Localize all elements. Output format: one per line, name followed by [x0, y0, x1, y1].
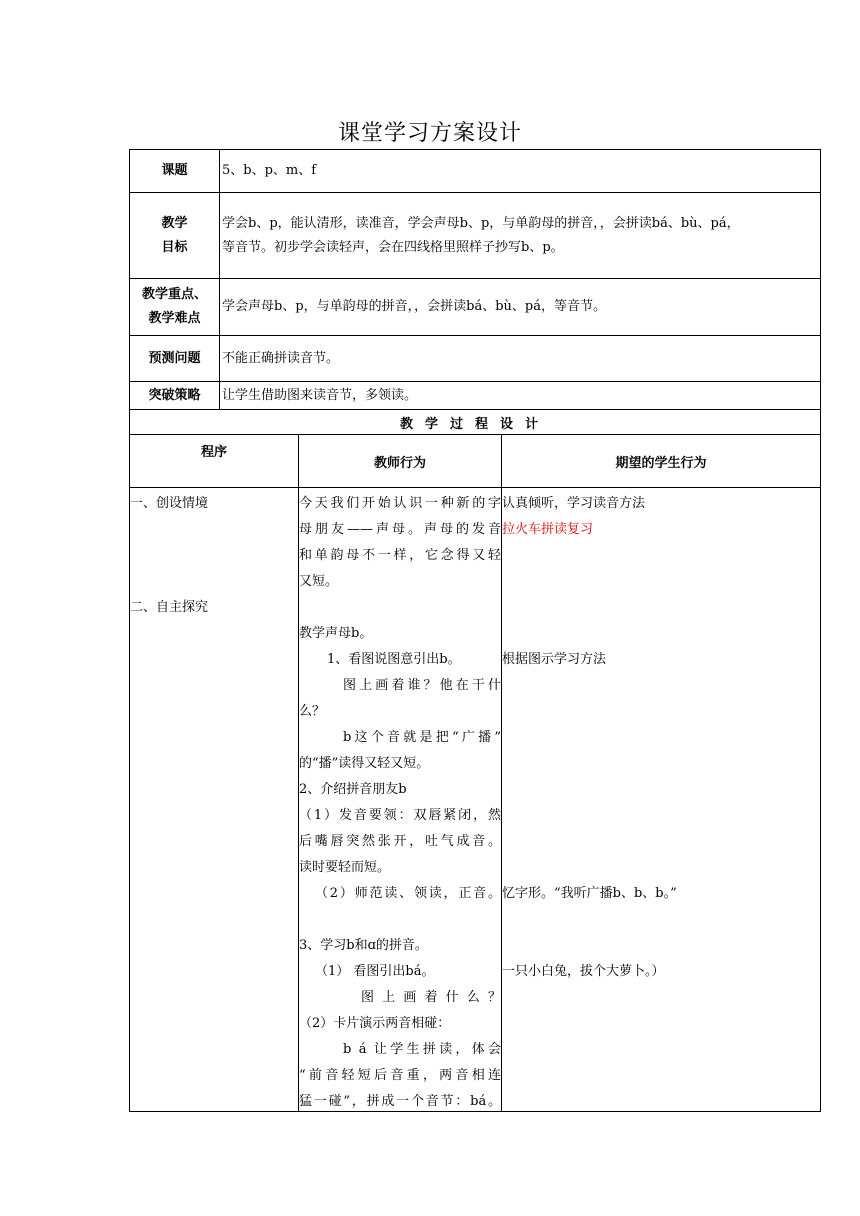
teacher-cell: [299, 488, 502, 1112]
teacher-line: 读时要轻而短。: [299, 860, 391, 875]
key-points-label-line-1: 教学重点、: [141, 287, 207, 302]
header-sequence: 程序: [130, 435, 299, 488]
page-title: 课堂学习方案设计: [337, 121, 522, 146]
teacher-line: （2）卡片演示两音相碰：: [299, 1016, 451, 1031]
teacher-line: b á 让学生拼读，体会: [343, 1042, 501, 1057]
lesson-plan-table: [129, 149, 821, 1112]
teacher-line: 图上画着谁？他在干什: [343, 678, 501, 693]
teacher-line: 2、介绍拼音朋友b: [299, 782, 407, 797]
goal-line-1: 学会b、p，能认清形，读准音，学会声母b、p，与单韵母的拼音，，会拼读bá、bù、pá，: [222, 215, 740, 231]
row-predict: [130, 336, 821, 382]
teacher-line: 1、看图说图意引出b。: [327, 652, 461, 667]
student-line: 忆字形。“我听广播b、b、b。”: [502, 886, 677, 901]
goal-line-2: 等音节。初步学会读轻声，会在四线格里照样子抄写b、p。: [222, 239, 564, 255]
sequence-step-1: 一、创设情境: [130, 496, 209, 511]
key-points-label: [130, 279, 220, 336]
teacher-line: 又短。: [299, 574, 339, 589]
goal-value: [220, 193, 821, 279]
teacher-line: 母朋友——声母。声母的发音: [299, 522, 501, 537]
teacher-line: 后嘴唇突然张开，吐气成音。: [299, 834, 501, 849]
student-cell: [502, 488, 821, 1112]
row-banner: [130, 410, 821, 435]
teacher-line: 和单韵母不一样，它念得又轻: [299, 548, 501, 563]
teacher-line: b这个音就是把“广播”: [343, 730, 501, 745]
row-key-points: [130, 279, 821, 336]
row-strategy: [130, 382, 821, 410]
strategy-label: 突破策略: [130, 382, 220, 410]
key-points-label-line-2: 教学难点: [148, 311, 201, 326]
student-line: 一只小白兔，拔个大萝卜。）: [502, 964, 665, 979]
student-line: 根据图示学习方法: [502, 652, 607, 667]
teacher-line: “前音轻短后音重，两音相连: [299, 1068, 501, 1083]
teacher-line: （2）师范读、领读，正音。: [315, 886, 501, 901]
teacher-line: 教学声母b。: [299, 626, 373, 641]
row-topic: [130, 150, 821, 193]
key-points-value: 学会声母b、p，与单韵母的拼音，，会拼读bá、bù、pá，等音节。: [220, 279, 821, 336]
predict-value: 不能正确拼读音节。: [220, 336, 821, 382]
row-goal: [130, 193, 821, 279]
teacher-line: 3、学习b和ɑ的拼音。: [299, 938, 428, 953]
row-headers: [130, 435, 821, 488]
sequence-cell: [130, 488, 299, 1112]
process-banner: 教学过程设计: [130, 410, 821, 435]
row-process: [130, 488, 821, 1112]
teacher-line: 图上画着什么？: [361, 990, 501, 1005]
teacher-line: （1）发音要领：双唇紧闭，然: [299, 808, 501, 823]
student-line-highlight: 拉火车拼读复习: [502, 522, 594, 537]
goal-label-line-2: 目标: [161, 239, 188, 255]
teacher-line: （1） 看图引出bá。: [315, 964, 435, 979]
goal-label: [130, 193, 220, 279]
sequence-step-2: 二、自主探究: [130, 600, 209, 615]
topic-label: 课题: [130, 150, 220, 193]
strategy-value: 让学生借助图来读音节，多领读。: [220, 382, 821, 410]
topic-value: 5、b、p、m、f: [220, 150, 821, 193]
predict-label: 预测问题: [130, 336, 220, 382]
teacher-line: 猛一碰”，拼成一个音节：bá。: [299, 1094, 501, 1109]
teacher-line: 么？: [299, 704, 326, 719]
header-teacher: 教师行为: [299, 435, 502, 488]
goal-label-line-1: 教学: [161, 215, 188, 231]
teacher-line: 今天我们开始认识一种新的字: [299, 496, 501, 511]
student-line: 认真倾听，学习读音方法: [502, 496, 646, 511]
teacher-line: 的“播”读得又轻又短。: [299, 756, 430, 771]
header-student: 期望的学生行为: [502, 435, 821, 488]
